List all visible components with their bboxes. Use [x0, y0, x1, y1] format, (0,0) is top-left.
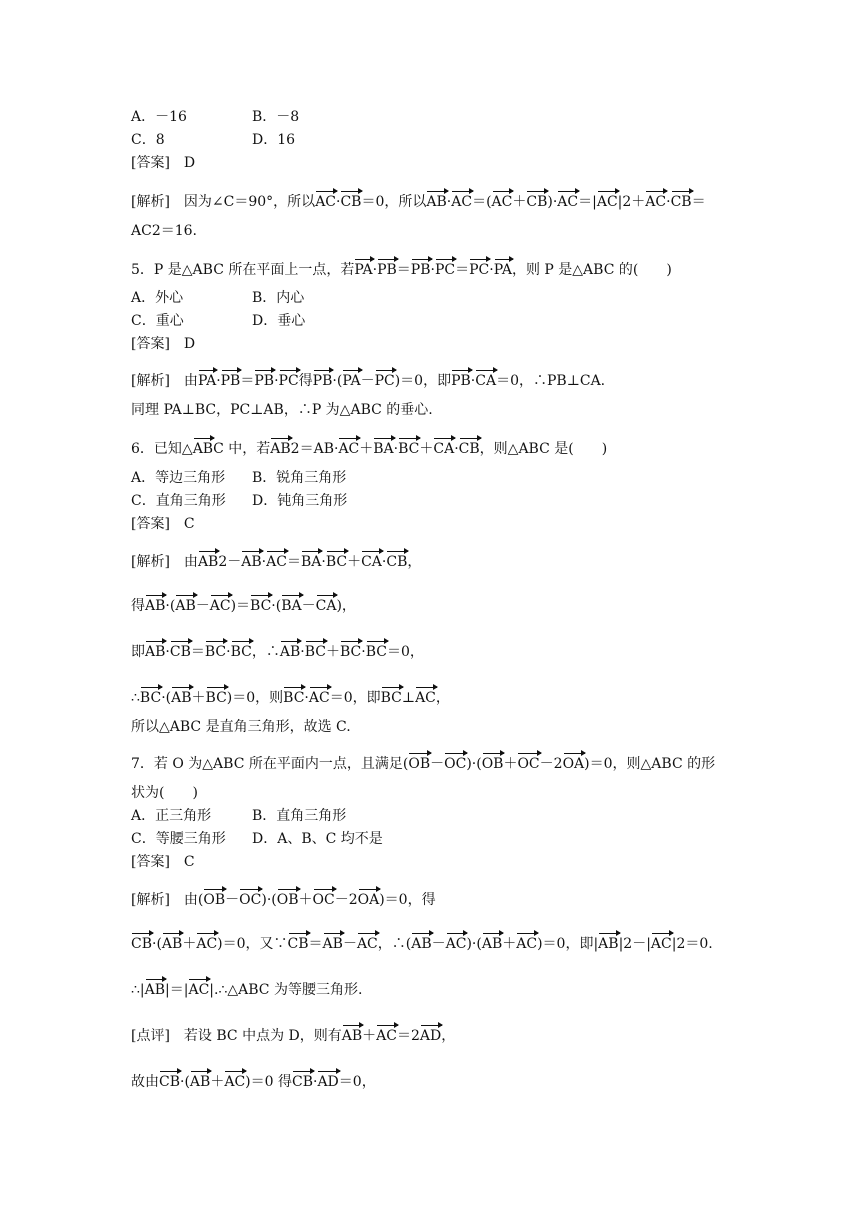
vector-arrow: PB: [254, 369, 274, 390]
vector-arrow: CB: [288, 932, 309, 953]
q7-analysis-line-2: CB·(AB＋AC)＝0，又∵CB＝AB－AC，∴(AB－AC)·(AB＋AC)＝0，即|AB|2－|AC|2＝0.: [131, 932, 713, 953]
q6-option-b: B．锐角三角形: [252, 470, 347, 486]
q7-stem-line-2: 状为( ): [131, 785, 198, 801]
vector-arrow: PB: [411, 258, 431, 279]
vector-arrow: BC: [326, 550, 347, 571]
vector-arrow: OB: [203, 888, 225, 909]
vector-arrow: BC: [205, 640, 226, 661]
vector-arrow: PB: [451, 369, 471, 390]
vector-arrow: PB: [221, 369, 241, 390]
q7-answer: [答案] C: [131, 854, 195, 870]
vector-arrow: AC: [266, 550, 287, 571]
vector-arrow: AD: [317, 1070, 338, 1091]
vector-arrow: AB: [193, 437, 213, 458]
vector-arrow: PC: [469, 258, 489, 279]
vector-arrow: AD: [420, 1024, 441, 1045]
vector-arrow: AB: [411, 932, 431, 953]
vector-arrow: OA: [358, 888, 380, 909]
q5-analysis-line-1: [解析] 由PA·PB＝PB·PC得PB·(PA－PC)＝0，即PB·CA＝0，∴PB⊥CA.: [131, 369, 605, 390]
vector-arrow: PB: [377, 258, 397, 279]
vector-arrow: BC: [206, 686, 227, 707]
q5-answer: [答案] D: [131, 336, 196, 352]
vector-arrow: CA: [316, 594, 337, 615]
vector-arrow: BC: [381, 686, 402, 707]
vector-arrow: PB: [313, 369, 333, 390]
q4-option-a: A．－16: [131, 109, 187, 125]
vector-arrow: CB: [340, 190, 361, 211]
q4-option-b: B．－8: [252, 109, 300, 125]
vector-arrow: BC: [231, 640, 252, 661]
vector-arrow: OC: [517, 752, 539, 773]
vector-arrow: BA: [281, 594, 301, 615]
q4-option-d: D．16: [252, 132, 296, 148]
vector-arrow: AB: [598, 932, 618, 953]
vector-arrow: BA: [373, 437, 393, 458]
vector-arrow: AB: [323, 932, 343, 953]
vector-arrow: AC: [516, 932, 537, 953]
vector-arrow: PC: [279, 369, 299, 390]
vector-arrow: BC: [340, 640, 361, 661]
vector-arrow: AB: [482, 932, 502, 953]
q6-option-d: D．钝角三角形: [252, 493, 348, 509]
vector-arrow: OC: [239, 888, 261, 909]
q5-option-b: B．内心: [252, 290, 305, 306]
q7-option-c: C．等腰三角形: [131, 831, 226, 847]
vector-arrow: AC: [309, 686, 330, 707]
vector-arrow: AC: [315, 190, 336, 211]
vector-arrow: CB: [671, 190, 692, 211]
vector-arrow: PA: [354, 258, 372, 279]
vector-arrow: CA: [475, 369, 496, 390]
q6-analysis-line-2: 得AB·(AB－AC)＝BC·(BA－CA)，: [131, 594, 356, 615]
vector-arrow: AB: [162, 932, 182, 953]
vector-arrow: AC: [446, 932, 467, 953]
vector-arrow: AC: [224, 1070, 245, 1091]
vector-arrow: AB: [270, 437, 290, 458]
vector-arrow: BC: [305, 640, 326, 661]
vector-arrow: OB: [277, 888, 299, 909]
q6-option-a: A．等边三角形: [131, 470, 226, 486]
vector-arrow: AC: [492, 190, 513, 211]
vector-arrow: BC: [140, 686, 161, 707]
vector-arrow: PA: [198, 369, 216, 390]
vector-arrow: AC: [451, 190, 472, 211]
q6-stem: 6．已知△ABC 中，若AB2＝AB·AC＋BA·BC＋CA·CB，则△ABC 是( ): [131, 437, 607, 458]
vector-arrow: BA: [301, 550, 321, 571]
vector-arrow: CA: [433, 437, 454, 458]
vector-arrow: PC: [375, 369, 395, 390]
q6-option-c: C．直角三角形: [131, 493, 226, 509]
vector-arrow: BC: [398, 437, 419, 458]
vector-arrow: AC: [376, 1024, 397, 1045]
vector-arrow: CB: [131, 932, 152, 953]
q4-analysis-line-1: [解析] 因为∠C＝90°，所以AC·CB＝0，所以AB·AC＝(AC＋CB)·AC＝|AC|2＋AC·CB＝: [131, 190, 706, 211]
vector-arrow: AC: [338, 437, 359, 458]
vector-arrow: CB: [386, 550, 407, 571]
q7-comment-line-2: 故由CB·(AB＋AC)＝0 得CB·AD＝0，: [131, 1070, 376, 1091]
vector-arrow: OB: [408, 752, 430, 773]
q6-analysis-line-3: 即AB·CB＝BC·BC，∴AB·BC＋BC·BC＝0，: [131, 640, 424, 661]
vector-arrow: BC: [283, 686, 304, 707]
q5-stem: 5．P 是△ABC 所在平面上一点，若PA·PB＝PB·PC＝PC·PA，则 P 是△ABC 的( ): [131, 258, 672, 279]
vector-arrow: AB: [426, 190, 446, 211]
vector-arrow: AC: [645, 190, 666, 211]
vector-arrow: AB: [280, 640, 300, 661]
q4-option-c: C．8: [131, 132, 165, 148]
q4-answer: [答案] D: [131, 155, 196, 171]
vector-arrow: AC: [210, 594, 231, 615]
vector-arrow: PA: [342, 369, 360, 390]
q7-analysis-line-1: [解析] 由(OB－OC)·(OB＋OC－2OA)＝0，得: [131, 888, 436, 909]
q7-stem-line-1: 7．若 O 为△ABC 所在平面内一点，且满足(OB－OC)·(OB＋OC－2OA)＝0，则△ABC 的形: [131, 752, 715, 773]
q7-comment-line-1: [点评] 若设 BC 中点为 D，则有AB＋AC＝2AD，: [131, 1024, 455, 1045]
vector-arrow: OA: [563, 752, 585, 773]
vector-arrow: OC: [313, 888, 335, 909]
vector-arrow: AC: [196, 932, 217, 953]
q5-analysis-line-2: 同理 PA⊥BC，PC⊥AB，∴P 为△ABC 的垂心.: [131, 402, 433, 418]
vector-arrow: CB: [170, 640, 191, 661]
q7-option-a: A．正三角形: [131, 808, 212, 824]
vector-arrow: CA: [361, 550, 382, 571]
vector-arrow: AB: [145, 978, 165, 999]
vector-arrow: AC: [188, 978, 209, 999]
q4-analysis-line-2: AC2＝16.: [131, 223, 197, 239]
q5-option-d: D．垂心: [252, 313, 306, 329]
vector-arrow: PA: [494, 258, 512, 279]
vector-arrow: AC: [415, 686, 436, 707]
vector-arrow: AB: [342, 1024, 362, 1045]
q5-option-c: C．重心: [131, 313, 184, 329]
vector-arrow: CB: [292, 1070, 313, 1091]
q6-analysis-line-5: 所以△ABC 是直角三角形，故选 C.: [131, 719, 351, 735]
q6-answer: [答案] C: [131, 516, 195, 532]
vector-arrow: CB: [459, 437, 480, 458]
q6-analysis-line-4: ∴BC·(AB＋BC)＝0，则BC·AC＝0，即BC⊥AC，: [131, 686, 450, 707]
vector-arrow: CB: [526, 190, 547, 211]
vector-arrow: AB: [241, 550, 261, 571]
vector-arrow: AB: [175, 594, 195, 615]
vector-arrow: AB: [145, 594, 165, 615]
vector-arrow: AC: [597, 190, 618, 211]
vector-arrow: AC: [357, 932, 378, 953]
q5-option-a: A．外心: [131, 290, 184, 306]
q7-option-d: D．A、B、C 均不是: [252, 831, 383, 847]
vector-arrow: OB: [482, 752, 504, 773]
q7-analysis-line-3: ∴|AB|＝|AC|.∴△ABC 为等腰三角形.: [131, 978, 362, 999]
vector-arrow: BC: [366, 640, 387, 661]
vector-arrow: CB: [159, 1070, 180, 1091]
vector-arrow: BC: [250, 594, 271, 615]
q6-analysis-line-1: [解析] 由AB2－AB·AC＝BA·BC＋CA·CB，: [131, 550, 421, 571]
vector-arrow: AB: [145, 640, 165, 661]
vector-arrow: OC: [444, 752, 466, 773]
vector-arrow: AB: [171, 686, 191, 707]
vector-arrow: AB: [190, 1070, 210, 1091]
vector-arrow: AC: [651, 932, 672, 953]
vector-arrow: AC: [557, 190, 578, 211]
vector-arrow: PC: [435, 258, 455, 279]
q7-option-b: B．直角三角形: [252, 808, 347, 824]
vector-arrow: AB: [198, 550, 218, 571]
